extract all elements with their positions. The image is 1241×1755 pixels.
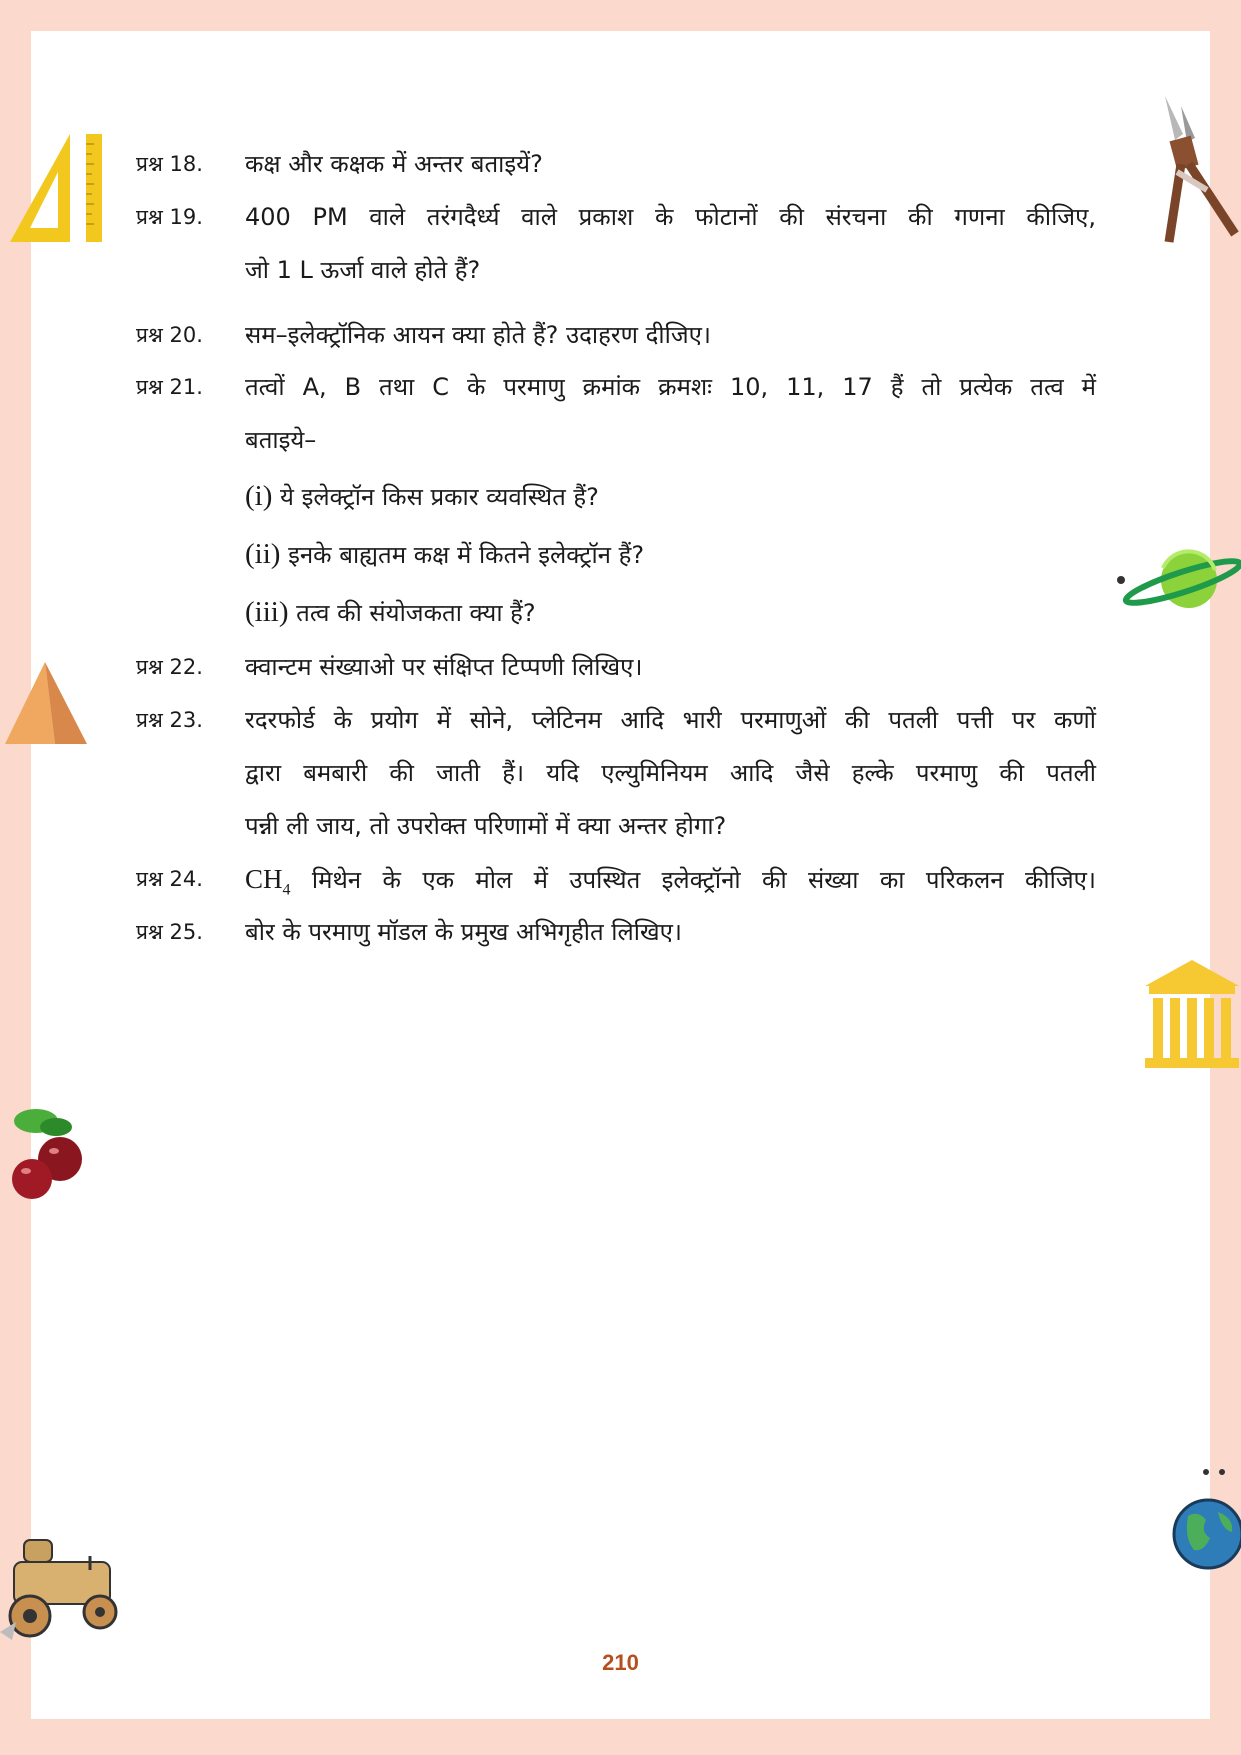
- question-text: कक्ष और कक्षक में अन्तर बताइयें?: [245, 150, 543, 178]
- sub-text: इनके बाह्यतम कक्ष में कितने इलेक्ट्रॉन हैं?: [288, 541, 645, 569]
- question-number: प्रश्न 22.: [136, 655, 203, 679]
- question-text: $CH_4$ मिथेन के एक मोल में उपस्थित इलेक्ट्रॉनो की संख्या का परिकलन कीजिए।: [245, 864, 1096, 899]
- planet-saturn-icon: [1117, 546, 1241, 616]
- globe-earth-icon: [1170, 1466, 1241, 1572]
- sub-mark: (i): [245, 480, 273, 512]
- question-number: प्रश्न 21.: [136, 375, 203, 399]
- question-number: प्रश्न 24.: [136, 867, 203, 891]
- sub-text: ये इलेक्ट्रॉन किस प्रकार व्यवस्थित हैं?: [280, 483, 599, 511]
- question-number: प्रश्न 20.: [136, 323, 203, 347]
- question-text-line: बताइये–: [245, 426, 317, 454]
- page-number: 210: [602, 1650, 639, 1675]
- question-text-line: द्वारा बमबारी की जाती हैं। यदि एल्युमिनियम आदि जैसे हल्के परमाणु की पतली: [245, 759, 1096, 787]
- question-20: [136, 309, 1096, 362]
- question-number: प्रश्न 18.: [136, 152, 203, 176]
- question-text: सम–इलेक्ट्रॉनिक आयन क्या होते हैं? उदाहरण दीजिए।: [245, 321, 712, 349]
- temple-pillars-icon: [1143, 958, 1241, 1070]
- question-number: प्रश्न 19.: [136, 205, 203, 229]
- question-21: [136, 361, 1096, 467]
- question-text-line: तत्वों A, B तथा C के परमाणु क्रमांक क्रमशः 10, 11, 17 हैं तो प्रत्येक तत्व में: [245, 373, 1096, 401]
- question-text-line: रदरफोर्ड के प्रयोग में सोने, प्लेटिनम आदि भारी परमाणुओं की पतली पत्ती पर कणों: [245, 706, 1096, 734]
- question-18: [136, 138, 1096, 191]
- sub-mark: (iii): [245, 596, 289, 628]
- question-text-line: जो 1 L ऊर्जा वाले होते हैं?: [245, 256, 481, 284]
- question-23: [136, 694, 1096, 853]
- sub-question-ii: [245, 528, 644, 582]
- question-text-line: 400 PM वाले तरंगदैर्ध्य वाले प्रकाश के फोटानों की संरचना की गणना कीजिए,: [245, 203, 1096, 231]
- pruning-shears-icon: [1155, 94, 1239, 244]
- set-square-ruler-icon: [8, 132, 104, 244]
- sub-question-i: [245, 470, 599, 524]
- pyramid-icon: [3, 660, 89, 746]
- formula: $CH_4$: [245, 864, 291, 899]
- steam-car-icon: [0, 1536, 128, 1646]
- question-19: [136, 191, 1096, 297]
- question-22: [136, 641, 1096, 694]
- question-text: क्वान्टम संख्याओ पर संक्षिप्त टिप्पणी लिखिए।: [245, 653, 643, 681]
- question-text-line: पन्नी ली जाय, तो उपरोक्त परिणामों में क्या अन्तर होगा?: [245, 812, 727, 840]
- question-number: प्रश्न 23.: [136, 708, 203, 732]
- sub-question-iii: [245, 586, 536, 640]
- question-text: बोर के परमाणु मॉडल के प्रमुख अभिगृहीत लिखिए।: [245, 918, 682, 946]
- sub-text: तत्व की संयोजकता क्या हैं?: [296, 599, 536, 627]
- sub-mark: (ii): [245, 538, 281, 570]
- cherries-icon: [6, 1105, 90, 1207]
- question-number: प्रश्न 25.: [136, 920, 203, 944]
- question-25: [136, 906, 1096, 959]
